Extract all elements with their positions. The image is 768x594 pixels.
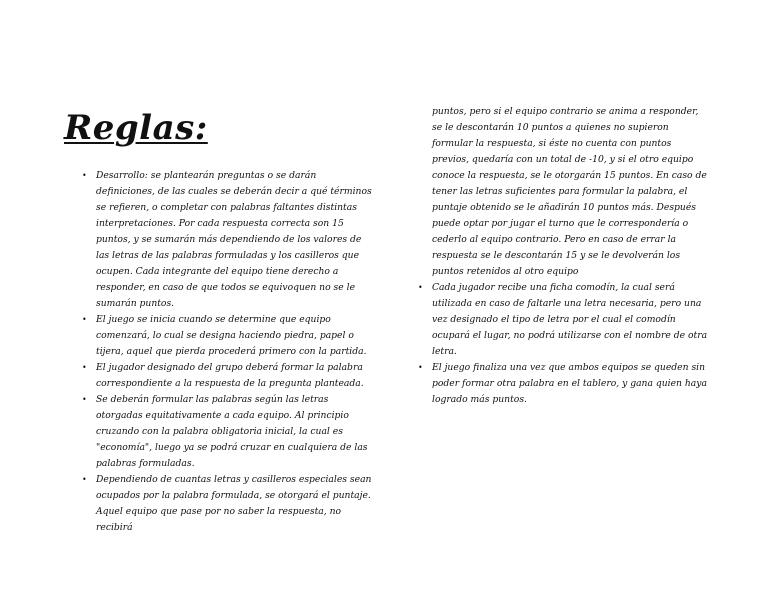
rule-text: El juego finaliza una vez que ambos equipos se queden sin poder formar otra palabra en el tablero, y gana quien haya logrado más puntos. [432, 362, 707, 405]
rule-item [418, 280, 708, 360]
right-column [418, 104, 708, 408]
rule-continuation-text: puntos, pero si el equipo contrario se anima a responder, se le descontarán 10 puntos a quienes no supieron formular la respuesta, si éste no cuenta con puntos previos, quedaría con un total de -10, y si el otro equipo conoce la respuesta, se le otorgarán 15 puntos. En caso de tener las letras suficientes para formular la palabra, el puntaje obtenido se le añadirán 10 puntos más. Después puede optar por jugar el turno que le correspondería o cederlo al equipo contrario. Pero en caso de errar la respuesta se le descontarán 15 y se le devolverán los puntos retenidos al otro equipo [432, 106, 707, 277]
bullet-icon: • [82, 363, 87, 372]
page-title: Reglas: [64, 108, 208, 148]
left-column [82, 168, 374, 536]
rule-item [82, 472, 374, 536]
bullet-icon: • [82, 315, 87, 324]
rule-text: El juego se inicia cuando se determine que equipo comenzará, lo cual se designa haciendo piedra, papel o tijera, aquel que pierda procederá primero con la partida. [96, 314, 367, 357]
rule-item [82, 168, 374, 312]
bullet-icon: • [418, 283, 423, 292]
rule-item [418, 360, 708, 408]
rule-item [82, 392, 374, 472]
bullet-icon: • [82, 395, 87, 404]
rules-list-right [418, 280, 708, 408]
rule-item [82, 360, 374, 392]
rule-text: Desarrollo: se plantearán preguntas o se darán definiciones, de las cuales se deberán decir a qué términos se refieren, o completar con palabras faltantes distintas interpretaciones. Por cada respuesta correcta son 15 puntos, y se sumarán más dependiendo de los valores de las letras de las palabras formuladas y los casilleros que ocupen. Cada integrante del equipo tiene derecho a responder, en caso de que todos se equivoquen no se le sumarán puntos. [96, 170, 372, 309]
rule-text: Se deberán formular las palabras según las letras otorgadas equitativamente a cada equipo. Al principio cruzando con la palabra obligatoria inicial, la cual es "economía", luego ya se podrá cruzar en cualquiera de las palabras formuladas. [96, 394, 368, 469]
rule-text: El jugador designado del grupo deberá formar la palabra correspondiente a la respuesta de la pregunta planteada. [96, 362, 364, 389]
bullet-icon: • [418, 363, 423, 372]
rule-item [82, 312, 374, 360]
bullet-icon: • [82, 475, 87, 484]
bullet-icon: • [82, 171, 87, 180]
rule-text: Dependiendo de cuantas letras y casilleros especiales sean ocupados por la palabra formulada, se otorgará el puntaje. Aquel equipo que pase por no saber la respuesta, no recibirá [96, 474, 372, 533]
rules-list-left [82, 168, 374, 536]
rule-text: Cada jugador recibe una ficha comodín, la cual será utilizada en caso de faltarle una letra necesaria, pero una vez designado el tipo de letra por el cual el comodín ocupará el lugar, no podrá utilizarse con el nombre de otra letra. [432, 282, 708, 357]
